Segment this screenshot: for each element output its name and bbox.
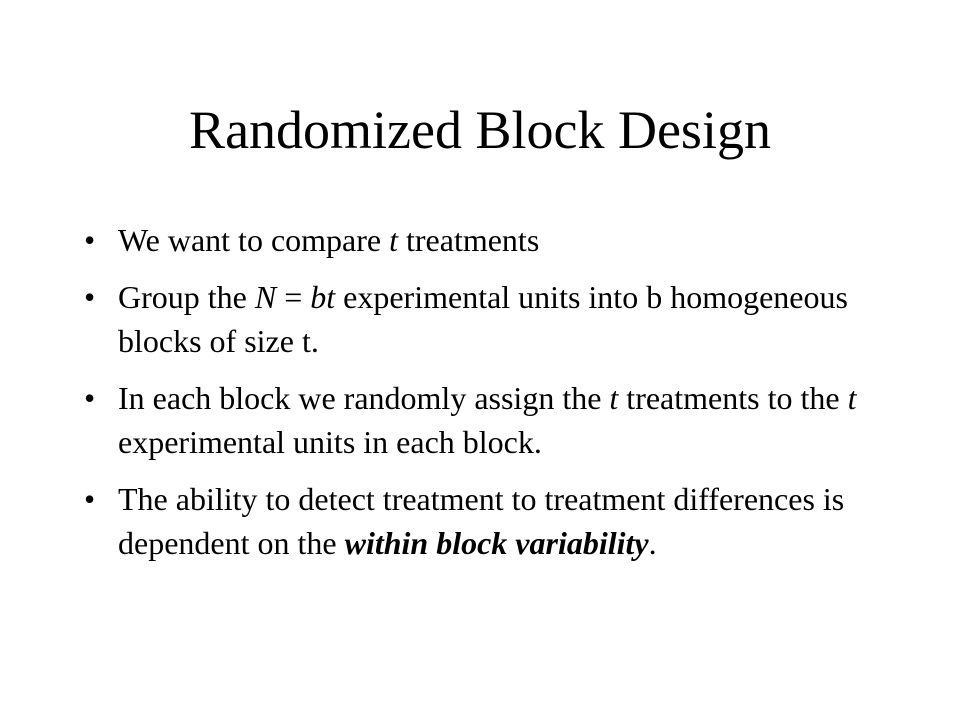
italic-variable: t: [847, 380, 857, 416]
italic-variable: bt: [310, 279, 336, 315]
bold-italic-emphasis: within block variability: [344, 525, 649, 561]
bullet-icon: •: [84, 222, 96, 258]
bullet-item-detect-differences: [84, 477, 884, 565]
bullet-item-compare-treatments: [84, 218, 884, 262]
bullet-list: [84, 218, 884, 578]
bullet-text: [118, 222, 539, 258]
text-run: experimental units into b homogeneous blocks of size t.: [118, 279, 848, 359]
text-run: experimental units in each block.: [118, 424, 542, 460]
bullet-text: [118, 481, 844, 561]
text-run: .: [648, 525, 657, 561]
text-run: Group the: [118, 279, 255, 315]
text-run: We want to compare: [118, 222, 390, 258]
text-run: =: [276, 279, 311, 315]
italic-variable: N: [254, 279, 277, 315]
italic-variable: t: [389, 222, 398, 258]
bullet-text: [118, 279, 848, 359]
bullet-text: [118, 380, 856, 460]
text-run: treatments to the: [618, 380, 848, 416]
italic-variable: t: [609, 380, 619, 416]
bullet-item-group-units: [84, 275, 884, 363]
bullet-icon: •: [84, 279, 96, 315]
slide-title: Randomized Block Design: [189, 100, 771, 160]
bullet-icon: •: [84, 380, 96, 416]
bullet-item-random-assign: [84, 376, 884, 464]
bullet-icon: •: [84, 481, 96, 517]
text-run: treatments: [397, 222, 540, 258]
text-run: In each block we randomly assign the: [118, 380, 610, 416]
text-run: The ability to detect treatment to treatment differences is dependent on the: [118, 481, 845, 561]
